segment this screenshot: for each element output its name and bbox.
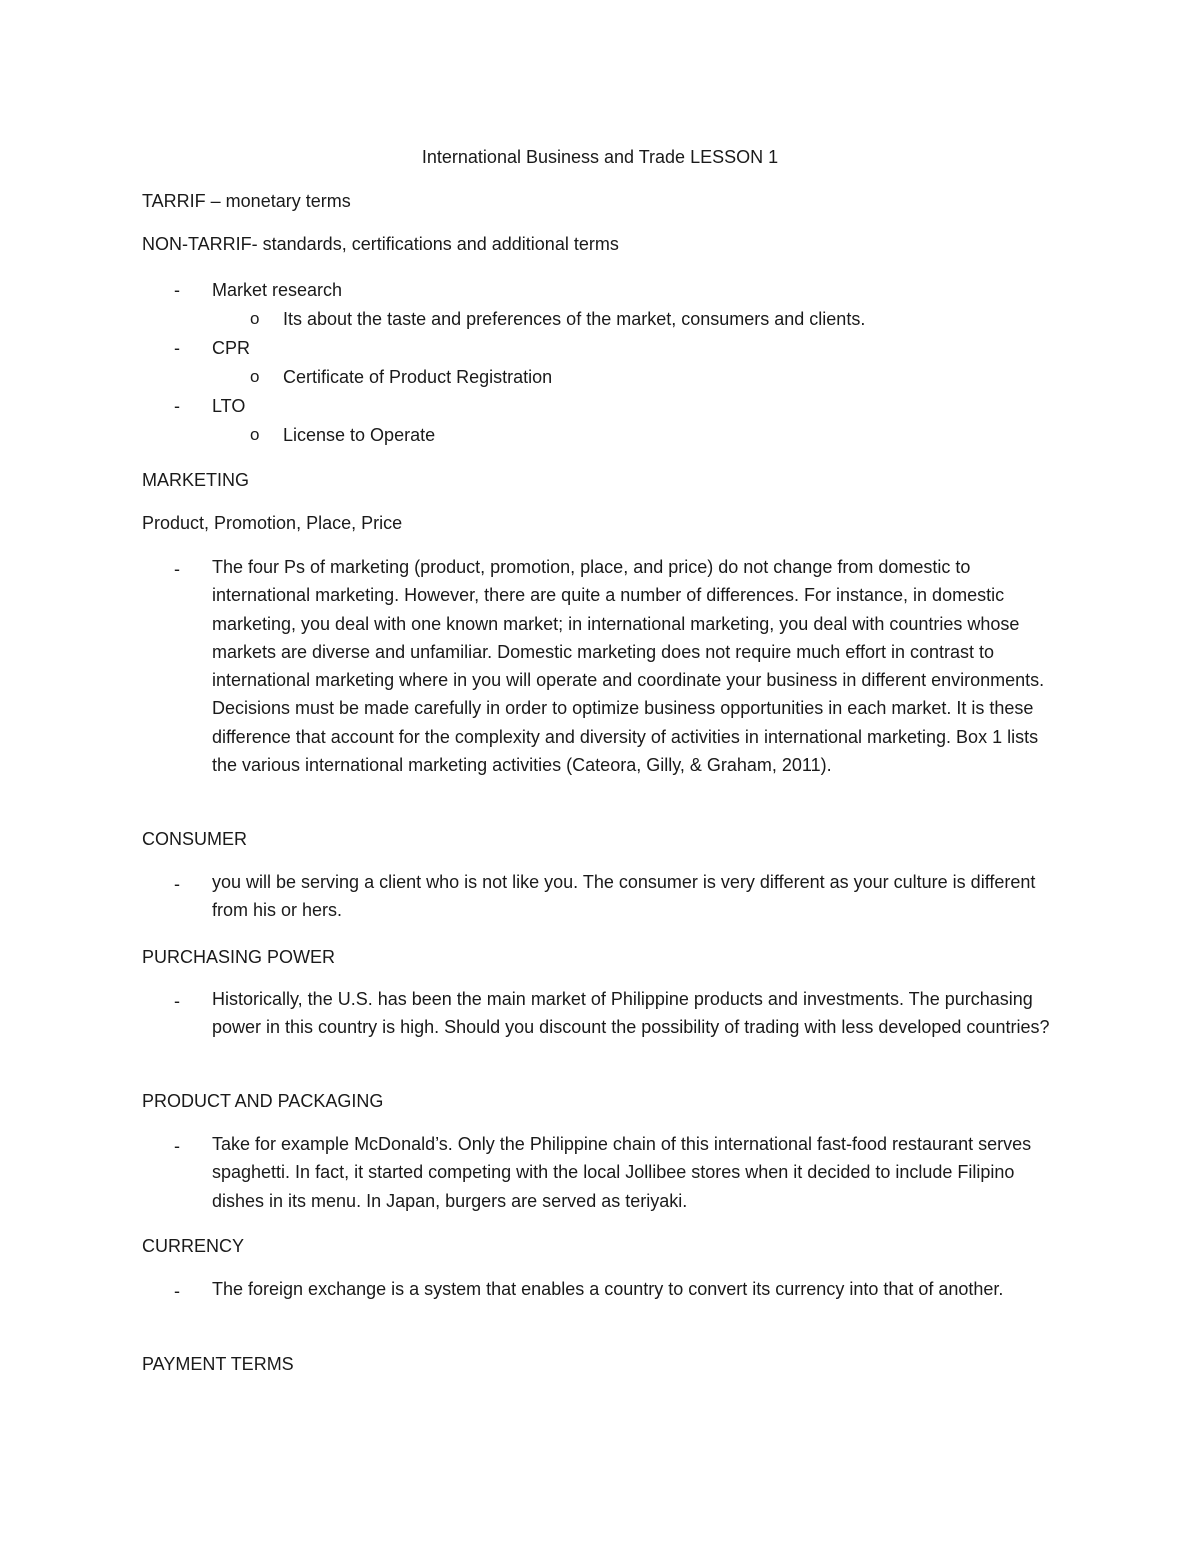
product-packaging-heading: PRODUCT AND PACKAGING <box>142 1091 384 1111</box>
sub-list-marker: o <box>250 425 260 444</box>
sub-item-market-research: Its about the taste and preferences of the market, consumers and clients. <box>283 309 866 329</box>
marketing-paragraph: The four Ps of marketing (product, promotion, place, and price) do not change from domestic to international marketing. However, there are quite a number of differences. For instance, in domestic marketing, you deal with one known market; in international marketing, you deal with countries whose markets are diverse and unfamiliar. Domestic marketing does not require much effort in contrast to international marketing where in you will operate and coordinate your business in different environments. Decisions must be made carefully in order to optimize business opportunities in each market. It is these difference that account for the complexity and diversity of activities in international marketing. Box 1 lists the various international marketing activities (Cateora, Gilly, & Graham, 2011). <box>212 557 1045 776</box>
currency-paragraph: The foreign exchange is a system that enables a country to convert its currency into that of another. <box>212 1279 1004 1299</box>
non-tariff-line: NON-TARRIF- standards, certifications and additional terms <box>142 234 619 254</box>
list-dash: - <box>174 396 180 416</box>
sub-item-lto: License to Operate <box>283 425 436 445</box>
purchasing-power-paragraph: Historically, the U.S. has been the main market of Philippine products and investments. The purchasing power in this country is high. Should you discount the possibility of trading with less developed countries? <box>212 989 1050 1038</box>
payment-terms-heading: PAYMENT TERMS <box>142 1354 294 1374</box>
list-item-cpr: CPR <box>212 338 251 358</box>
list-item-market-research: Market research <box>212 280 343 300</box>
list-dash: - <box>174 874 180 894</box>
marketing-subheading: Product, Promotion, Place, Price <box>142 513 403 533</box>
consumer-paragraph: you will be serving a client who is not like you. The consumer is very different as your culture is different from his or hers. <box>212 872 1036 921</box>
sub-list-marker: o <box>250 367 260 386</box>
document-title: International Business and Trade LESSON 1 <box>421 147 779 167</box>
product-packaging-paragraph: Take for example McDonald’s. Only the Philippine chain of this international fast-food restaurant serves spaghetti. In fact, it started competing with the local Jollibee stores when it decided to include Filipino dishes in its menu. In Japan, burgers are served as teriyaki. <box>212 1134 1032 1211</box>
marketing-heading: MARKETING <box>142 470 250 490</box>
list-dash: - <box>174 559 180 579</box>
tariff-line: TARRIF – monetary terms <box>142 191 351 211</box>
purchasing-power-heading: PURCHASING POWER <box>142 947 336 967</box>
list-dash: - <box>174 280 180 300</box>
list-dash: - <box>174 1136 180 1156</box>
list-dash: - <box>174 1281 180 1301</box>
consumer-heading: CONSUMER <box>142 829 248 849</box>
list-item-lto: LTO <box>212 396 246 416</box>
list-dash: - <box>174 991 180 1011</box>
currency-heading: CURRENCY <box>142 1236 245 1256</box>
sub-list-marker: o <box>250 309 260 328</box>
list-dash: - <box>174 338 180 358</box>
sub-item-cpr: Certificate of Product Registration <box>283 367 553 387</box>
